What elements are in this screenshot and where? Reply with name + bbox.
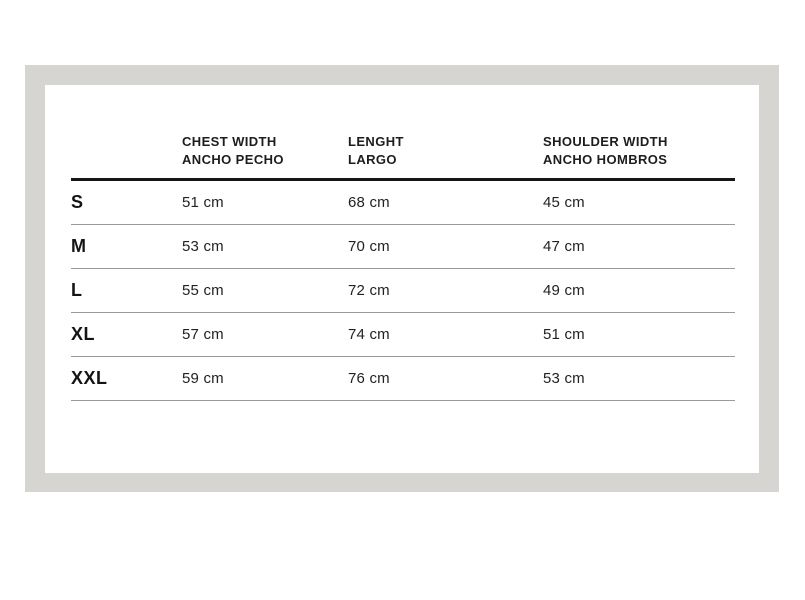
chest-value: 57 cm <box>182 326 224 343</box>
table-row <box>71 225 735 269</box>
shoulder-value: 49 cm <box>543 282 585 299</box>
column-header-line1: CHEST WIDTH <box>182 134 277 149</box>
table-header-row <box>71 130 735 181</box>
chest-value: 51 cm <box>182 194 224 211</box>
length-value: 76 cm <box>348 370 390 387</box>
shoulder-value: 45 cm <box>543 194 585 211</box>
table-row <box>71 181 735 225</box>
shoulder-value: 53 cm <box>543 370 585 387</box>
column-header-line1: LENGHT <box>348 134 404 149</box>
table-row <box>71 269 735 313</box>
table-row <box>71 357 735 401</box>
length-value: 72 cm <box>348 282 390 299</box>
size-label: L <box>71 280 83 300</box>
column-header-chest <box>182 130 348 178</box>
column-header-size <box>71 130 182 178</box>
shoulder-value: 51 cm <box>543 326 585 343</box>
column-header-length <box>348 130 543 178</box>
shoulder-value: 47 cm <box>543 238 585 255</box>
chest-value: 53 cm <box>182 238 224 255</box>
column-header-shoulder <box>543 130 735 178</box>
column-header-line1: SHOULDER WIDTH <box>543 134 668 149</box>
size-label: S <box>71 192 84 212</box>
column-header-line2: ANCHO HOMBROS <box>543 152 668 167</box>
length-value: 74 cm <box>348 326 390 343</box>
column-header-line2: LARGO <box>348 152 397 167</box>
size-label: XL <box>71 324 96 344</box>
size-label: XXL <box>71 368 108 388</box>
length-value: 70 cm <box>348 238 390 255</box>
chest-value: 55 cm <box>182 282 224 299</box>
size-label: M <box>71 236 87 256</box>
column-header-line2: ANCHO PECHO <box>182 152 284 167</box>
chest-value: 59 cm <box>182 370 224 387</box>
length-value: 68 cm <box>348 194 390 211</box>
size-chart-table <box>71 130 735 401</box>
table-row <box>71 313 735 357</box>
